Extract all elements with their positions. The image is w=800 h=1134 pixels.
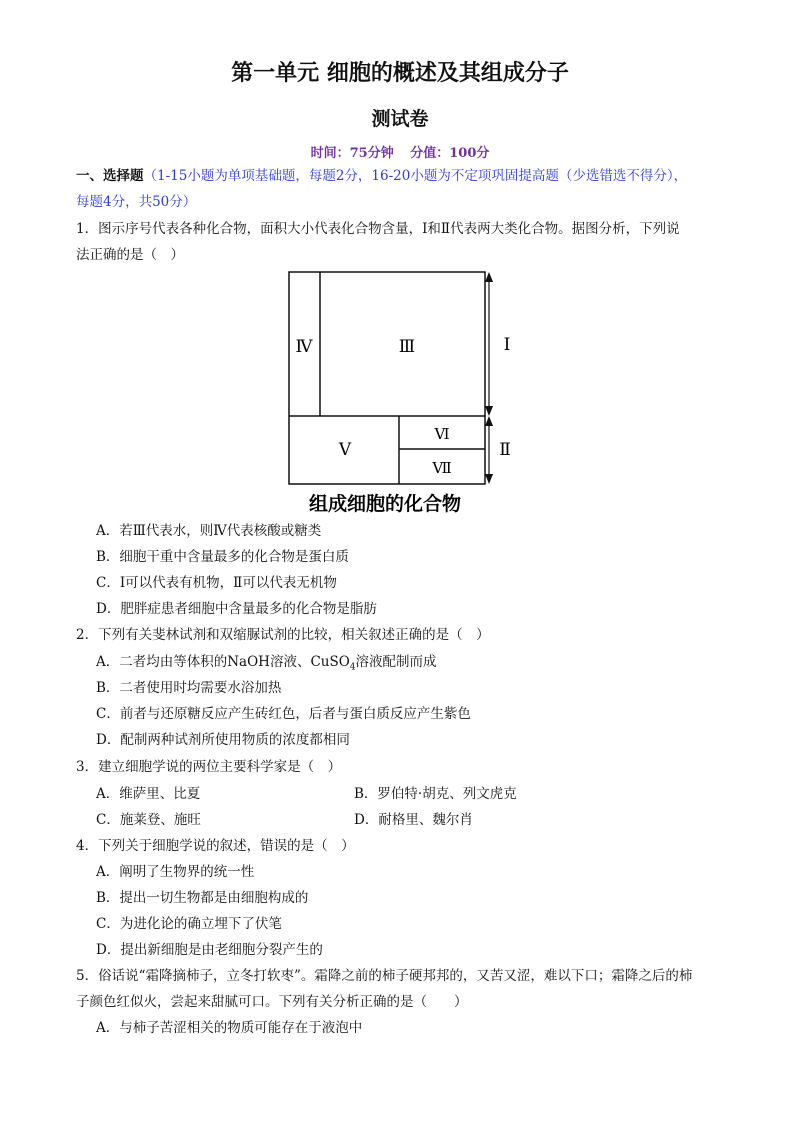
section-note-cont: 每题4分，共50分）	[76, 194, 197, 210]
label-iv: Ⅳ	[295, 337, 313, 357]
q5-stem: 5．俗话说“霜降摘柿子，立冬打软枣”。霜降之前的柿子硬邦邦的，又苦又涩，难以下口；霜降之后的柿	[76, 968, 693, 984]
q1-stem-cont: 法正确的是（ ）	[76, 247, 184, 263]
q4-option-c: C．为进化论的确立埋下了伏笔	[96, 916, 282, 932]
section-heading-line	[76, 166, 726, 186]
q2-option-c: C．前者与还原糖反应产生砖红色，后者与蛋白质反应产生紫色	[96, 706, 471, 722]
page-subtitle: 测试卷	[371, 108, 429, 130]
label-vi: Ⅵ	[434, 425, 450, 443]
label-i: Ⅰ	[503, 335, 511, 355]
q3-option-a: A．维萨里、比夏	[96, 786, 201, 802]
q2-option-b: B．二者使用时均需要水浴加热	[96, 680, 282, 696]
q1-option-b: B．细胞干重中含量最多的化合物是蛋白质	[96, 549, 349, 565]
q1-stem: 1．图示序号代表各种化合物，面积大小代表化合物含量，Ⅰ和Ⅱ代表两大类化合物。据图分析，下列说	[76, 221, 680, 237]
time-label: 时间：75分钟	[310, 146, 394, 161]
compound-diagram	[285, 268, 515, 518]
q1-option-c: C．Ⅰ可以代表有机物，Ⅱ可以代表无机物	[96, 575, 337, 591]
q1-option-a: A．若Ⅲ代表水，则Ⅳ代表核酸或糖类	[96, 523, 322, 539]
q4-stem: 4．下列关于细胞学说的叙述，错误的是（ ）	[76, 838, 355, 854]
label-iii: Ⅲ	[398, 337, 416, 357]
q2-option-d: D．配制两种试剂所使用物质的浓度都相同	[96, 732, 350, 748]
section-note: （1-15小题为单项基础题，每题2分，16-20小题为不定项巩固提高题（少选错选不得分），	[143, 168, 688, 184]
figure-caption: 组成细胞的化合物	[308, 493, 462, 515]
time-score-line	[0, 142, 800, 161]
q4-option-b: B．提出一切生物都是由细胞构成的	[96, 890, 309, 906]
q2-option-a-sub: 4	[349, 662, 356, 673]
score-label: 分值：100分	[410, 146, 490, 161]
q2-option-a-post: 溶液配制而成	[355, 654, 437, 670]
q3-option-c: C．施莱登、施旺	[96, 812, 201, 828]
q5-stem-cont: 子颜色红似火，尝起来甜腻可口。下列有关分析正确的是（ ）	[76, 994, 468, 1010]
q2-option-a-pre: A．二者均由等体积的NaOH溶液、CuSO	[96, 654, 350, 670]
q1-option-d: D．肥胖症患者细胞中含量最多的化合物是脂肪	[96, 601, 377, 617]
page-title: 第一单元 细胞的概述及其组成分子	[231, 61, 569, 86]
label-vii: Ⅶ	[432, 459, 452, 477]
q4-option-a: A．阐明了生物界的统一性	[96, 864, 255, 880]
q3-stem: 3．建立细胞学说的两位主要科学家是（ ）	[76, 759, 342, 775]
q4-option-d: D．提出新细胞是由老细胞分裂产生的	[96, 942, 323, 958]
q2-option-a	[96, 652, 437, 678]
q2-stem: 2．下列有关斐林试剂和双缩脲试剂的比较，相关叙述正确的是（ ）	[76, 627, 490, 643]
label-ii: Ⅱ	[499, 440, 511, 460]
section-heading: 一、选择题	[76, 168, 144, 184]
label-v: Ⅴ	[338, 440, 352, 460]
q3-option-d: D．耐格里、魏尔肖	[354, 812, 473, 828]
q3-option-b: B．罗伯特·胡克、列文虎克	[354, 786, 517, 802]
q5-option-a: A．与柿子苦涩相关的物质可能存在于液泡中	[96, 1020, 363, 1036]
